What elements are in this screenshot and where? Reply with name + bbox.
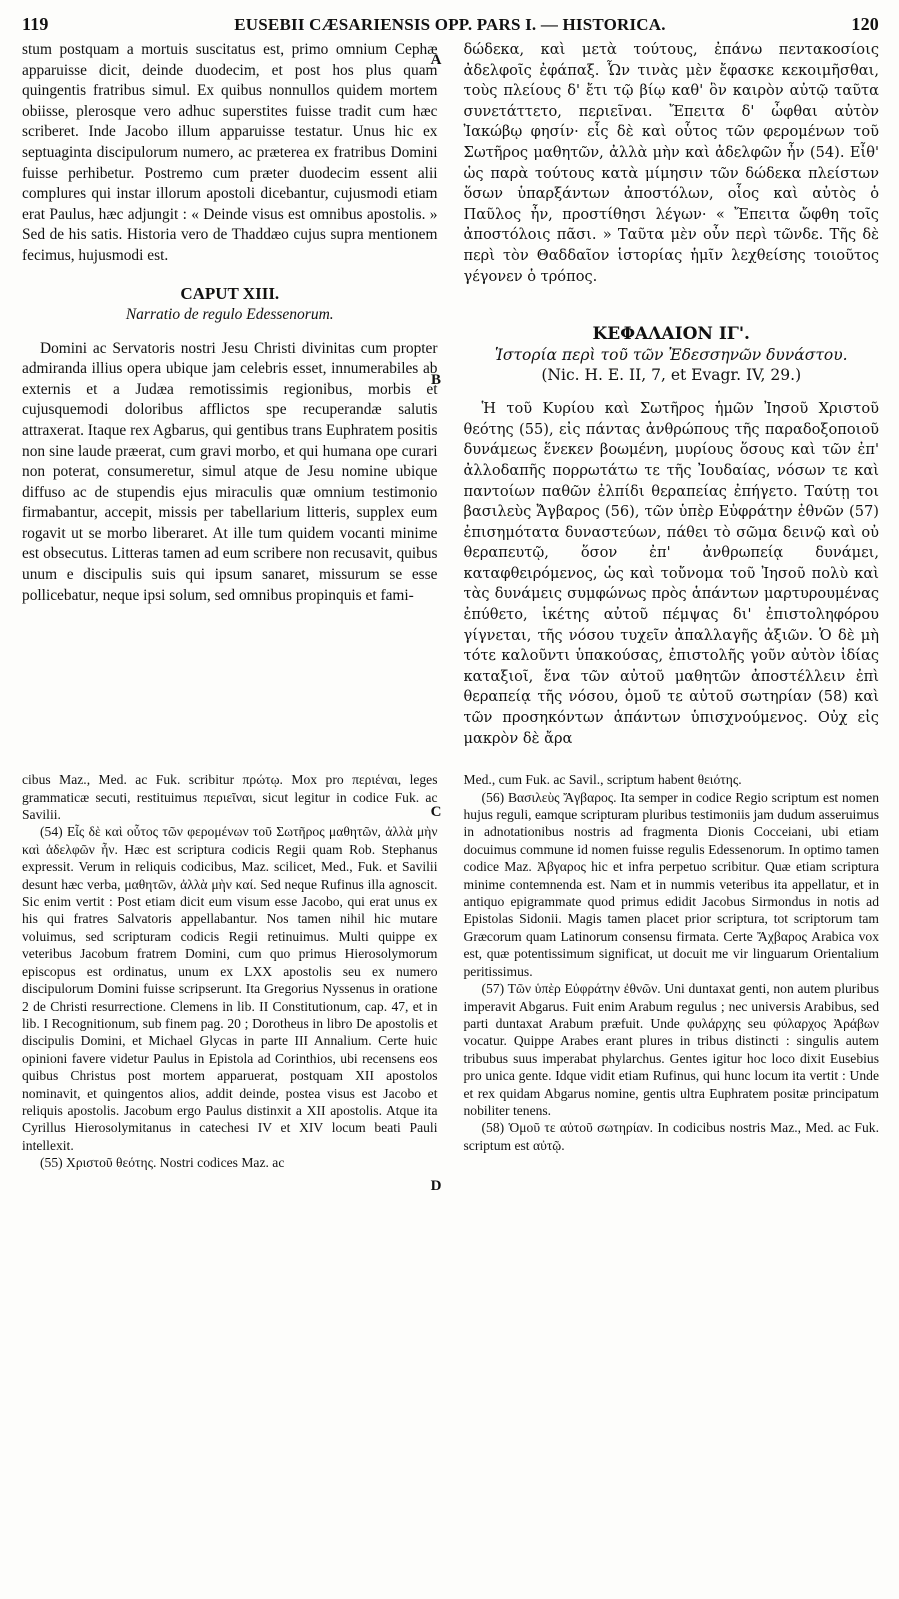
greek-chapter-subtitle: Ἱστορία περὶ τοῦ τῶν Ἐδεσσηνῶν δυνάστου. (494, 346, 848, 365)
latin-chapter-subtitle: Narratio de regulo Edessenorum. (125, 305, 334, 323)
margin-marker-c: C (430, 804, 442, 820)
margin-marker-d: D (430, 1178, 442, 1194)
greek-paragraph-1: δώδεκα, καὶ μετὰ τούτους, ἐπάνω πεντακοσίοις ἀδελφοῖς ἐφάπαξ. Ὧν τινὰς μὲν ἔφασκε κεκοιμῆσθαι, τοὺς πλείους δ' ἔτι τῷ βίῳ καθ' ὃν καιρὸν αὐτῷ ταῦτα συνετάττετο, περιεῖναι. Ἔπειτα δ' ὦφθαι αὐτὸν Ἰακώβῳ φησίν· εἷς δὲ καὶ οὗτος τῶν φερομένων τοῦ Σωτῆρος μαθητῶν, ἀλλὰ μὴν καὶ ἀδελφῶν ἦν (54). Εἶθ' ὡς παρὰ τούτους κατὰ μίμησιν τῶν δώδεκα πλείστων ὅσων ὑπαρξάντων ἀποστόλων, οἷος καὶ αὐτὸς ὁ Παῦλος ἦν, προστίθησι λέγων· « Ἔπειτα ὤφθη τοῖς ἀποστόλοις πᾶσι. » Ταῦτα μὲν οὖν περὶ τῶνδε. Τῆς δὲ περὶ τὸν Θαδδαῖον ἱστορίας ἡμῖν λεχθείσης τοιοῦτος γέγονεν ὁ τρόπος. (463, 41, 879, 285)
footnote-57: (57) Τῶν ὑπὲρ Εὐφράτην ἐθνῶν. Uni duntaxat genti, non autem pluribus imperavit Abgarus. Fuit enim Arabum regulus ; nec universis Arabibus, sed parti duntaxat Arabum præfuit. Unde φυλάρχης seu φύλαρχος Ἀράβων vocatur. Quippe Arabes erant plures in tribus distincti : singulis autem tribubus suus imperabat phylarchus. Gentes igitur hoc loco dixit Eusebius pro unica gente. Idque vidit etiam Rufinus, qui hunc locum ita vertit : Unde et rex quidam Abgarus nomine, gentis ultra Euphratem positæ principatum nobiliter tenens. (463, 981, 879, 1118)
footnote-55-continued: Med., cum Fuk. ac Savil., scriptum habent θειότης. (463, 772, 742, 788)
page-number-left: 119 (22, 14, 49, 34)
greek-paragraph-2: Ἡ τοῦ Κυρίου καὶ Σωτῆρος ἡμῶν Ἰησοῦ Χριστοῦ θεότης (55), εἰς πάντας ἀνθρώπους τῆς παραδοξοποιοῦ δυνάμεως ἕνεκεν βοωμένη, μυρίους ὅσους καὶ τῶν ἐπ' ἀλλοδαπῆς πορρωτάτω τε τῆς Ἰουδαίας, νόσων τε καὶ παντοίων παθῶν ἐλπίδι θεραπείας ἐπήγετο. Ταύτῃ τοι βασιλεὺς Ἄγβαρος (56), τῶν ὑπὲρ Εὐφράτην ἐθνῶν (57) ἐπισημότατα δυναστεύων, πάθει τὸ σῶμα δεινῷ καὶ οὐ θεραπευτῷ, ὅσον ἐπ' ἀνθρωπείᾳ δυνάμει, καταφθειρόμενος, ὡς καὶ τοὔνομα τοῦ Ἰησοῦ πολὺ καὶ τὰς δυνάμεις συμφώνως πρὸς ἁπάντων μαρτυρουμένας ἐπύθετο, ἱκέτης αὐτοῦ πέμψας δι' ἐπιστοληφόρου γίγνεται, τῆς νόσου τυχεῖν ἀπαλλαγῆς ἀξιῶν. Ὁ δὲ μὴ τότε καλοῦντι ὑπακούσας, ἐπιστολῆς γοῦν αὐτὸν ἰδίας καταξιοῖ, ἕνα τῶν αὐτοῦ μαθητῶν ἀποστέλλειν ἐπὶ θεραπείᾳ τῆς νόσου, ὁμοῦ τε αὐτοῦ σωτηρίαν (58) καὶ τῶν προσηκόντων ἁπάντων ὑπισχνούμενος. Οὐχ εἰς μακρὸν δὲ ἄρα (463, 400, 879, 747)
latin-paragraph-2: Domini ac Servatoris nostri Jesu Christi divinitas cum propter admiranda illius opera ubique jam celebris esset, innumerabiles ab externis et a Judæa remotissimis regionibus, morbis et cujusquemodi doloribus afflictos spe recuperandæ salutis attraxerat. Itaque rex Agbarus, qui gentibus trans Euphratem positis non sine laude præerat, cum gravi morbo, et qui humana ope curari non poterat, consumeretur, simul atque de Jesu nomine ubique diffuso ac de stupendis ejus miraculis quæ omnium testimonio firmabantur, accepit, missis per tabellarium litteris, supplex eum rogavit ut se morbo liberaret. At ille tum quidem vocanti minime est obsecutus. Litteras tamen ad eum scribere non recusavit, quibus unum e discipulis suis qui ipsum sanaret, missurum se esse pollicebatur, neque ipsi solum, sed omnibus propinquis et fami- (22, 339, 438, 604)
margin-marker-b: B (430, 372, 441, 388)
page-number-right: 120 (851, 14, 879, 34)
latin-column (22, 40, 438, 749)
greek-column (464, 40, 880, 749)
footnote-54: (54) Εἷς δὲ καὶ οὗτος τῶν φερομένων τοῦ Σωτῆρος μαθητῶν, ἀλλὰ μὴν καὶ ἀδελφῶν ἦν. Hæc est scriptura codicis Regii quam Rob. Stephanus expressit. Verum in reliquis codicibus, Maz. scilicet, Med., Fuk. et Savilii desunt hæc verba, μαθητῶν, ἀλλὰ μὴν καί. Sed neque Rufinus illa agnoscit. Sic enim vertit : Post etiam dicit eum visum esse Jacobo, qui erat unus ex his qui fratres Salvatoris appellabantur. Nos tamen nihil hic mutare voluimus, sed scripturam codicis Regii retinuimus. Multi quippe ex veteribus Jacobum fratrem Domini, cum quo primus Hierosolymorum episcopus est ordinatus, unum ex LXX apostolis seu ex numero discipulorum Domini fuisse scripserunt. Ita Gregorius Nyssenus in oratione 2 de Christi resurrectione. Clemens in lib. II Constitutionum, cap. 47, et in lib. I Recognitionum, sub finem pag. 20 ; Dorotheus in libro De apostolis et discipulis Domini, et Michael Glycas in parte III Annalium. Certe huic opinioni favere videtur Paulus in Epistola ad Corinthios, ubi recensens eos quibus Christus post mortem apparuerat, postquam XII apostolos nominavit, et quingentos alios, addit deinde, postea visus est Jacobo et reliquis apostolis. Jacobum ergo Paulus distinxit a XII apostolis. Atque ita Cyrillus Hierosolymitanus in catechesi IV et XIV locum beati Pauli intellexit. (22, 824, 438, 1153)
margin-marker-a: A (430, 52, 442, 68)
footnote-56: (56) Βασιλεὺς Ἄγβαρος. Ita semper in codice Regio scriptum est nomen hujus reguli, eamque scripturam pluribus testimoniis jam dudum asseruimus in adnotationibus nostris ad fragmenta Dionis Cocceiani, ubi etiam docuimus commune id nomen fuisse regulis Edessenorum. In optimo tamen codice Maz. Ἀβγαρος hic et infra perpetuo scribitur. Quæ etiam scriptura minime contemnenda est. Nam et in nummis veteribus ita appellatur, et in antiquo epigrammate quod primus edidit Jacobus Sirmondus in notis ad Epistolas Sidonii. Magis tamen placet prior scriptura, tot scriptorum tam Græcorum quam Latinorum consensu firmata. Certe Ἄχβαρος Arabica vox est, quæ potentissimum significat, ut docuit me vir linguarum Orientalium peritissimus. (463, 789, 879, 979)
running-title: EUSEBII CÆSARIENSIS OPP. PARS I. — HISTORICA. (234, 15, 666, 34)
main-text (22, 40, 879, 749)
footnote-58: (58) Ὁμοῦ τε αὐτοῦ σωτηρίαν. In codicibus nostris Maz., Med. ac Fuk. scriptum est αὐτῷ. (463, 1120, 879, 1153)
footnote-55: (55) Χριστοῦ θεότης. Nostri codices Maz. ac (40, 1155, 285, 1171)
footnote-continued: cibus Maz., Med. ac Fuk. scribitur πρώτῳ. Mox pro περιέναι, leges grammaticæ secuti, restituimus περιεῖναι, sicut legitur in codice Fuk. ac Savilii. (22, 772, 438, 823)
footnotes-left (22, 771, 438, 1171)
footnotes-right (464, 771, 880, 1171)
running-head (22, 14, 879, 40)
greek-chapter-reference: (Nic. H. E. II, 7, et Evagr. IV, 29.) (541, 366, 802, 385)
greek-chapter-heading: ΚΕΦΑΛΑΙΟΝ ΙΓ'. (592, 324, 750, 345)
footnotes (22, 771, 879, 1171)
latin-paragraph-1: stum postquam a mortuis suscitatus est, primo omnium Cephæ apparuisse dicit, deinde duodecim, et post hos plus quam quingentis fratribus simul. Ex quibus nonnullos quidem mortem obiisse, plerosque vero adhuc superstites fuisse tradit cum hæc scriberet. Inde Jacobo illum apparuisse testatur. Unus hic ex septuaginta discipulorum numero, ac præterea ex fratribus Domini fuisse perhibetur. Postremo cum præter duodecim essent alii complures qui instar illorum apostoli dicebantur, cujusmodi etiam erat Paulus, hæc adjungit : « Deinde visus est omnibus apostolis. » Sed de his satis. Historia vero de Thaddæo cujus supra mentionem fecimus, hujusmodi est. (22, 41, 438, 264)
latin-chapter-heading: CAPUT XIII. (180, 283, 280, 303)
